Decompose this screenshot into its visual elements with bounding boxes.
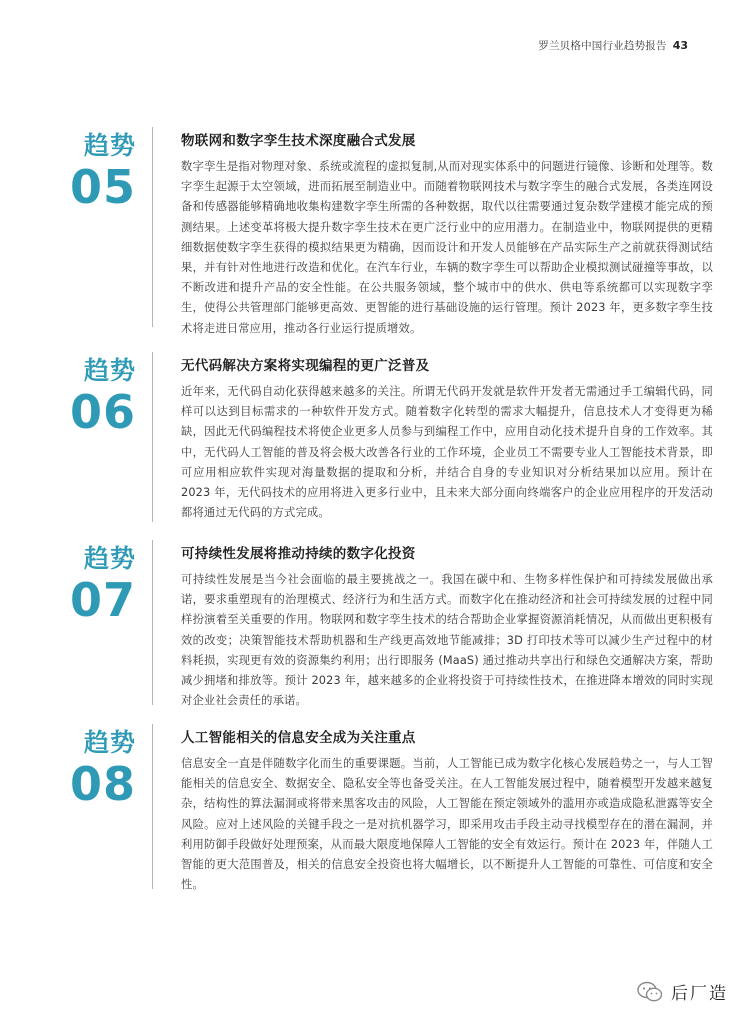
trend-label bbox=[0, 352, 152, 523]
trend-label bbox=[0, 127, 152, 339]
trend-body: 信息安全一直是伴随数字化而生的重要课题。当前，人工智能已成为数字化核心发展趋势之一，与人工智能相关的信息安全、数据安全、隐私安全等也备受关注。在人工智能发展过程中，随着模型开发越来越复杂，结构性的算法漏洞或将带来黑客攻击的风险，人工智能在预定领域外的滥用亦或造成隐私泄露等安全风险。应对上述风险的关键手段之一是对抗机器学习，即采用攻击手段主动寻找模型存在的潜在漏洞，并利用防御手段做好处理预案，从而最大限度地保障人工智能的安全有效运行。预计在 2023 年，伴随人工智能的更大范围普及，相关的信息安全投资也将大幅增长，以不断提升人工智能的可靠性、可信度和安全性。 bbox=[181, 757, 713, 892]
page-number: 43 bbox=[672, 39, 688, 52]
trend-05 bbox=[0, 127, 750, 339]
trend-title: 物联网和数字孪生技术深度融合式发展 bbox=[181, 133, 416, 149]
report-title: 罗兰贝格中国行业趋势报告 bbox=[538, 40, 667, 52]
trend-content bbox=[153, 127, 713, 339]
watermark bbox=[637, 979, 728, 1004]
trend-number: 05 bbox=[69, 160, 136, 214]
trend-number: 08 bbox=[69, 757, 136, 811]
wechat-icon bbox=[637, 981, 663, 1003]
trend-word: 趋势 bbox=[83, 356, 136, 385]
trend-body: 近年来，无代码自动化获得越来越多的关注。所谓无代码开发就是软件开发者无需通过手工编辑代码，同样可以达到目标需求的一种软件开发方式。随着数字化转型的需求大幅提升，信息技术人才变得更为稀缺，因此无代码编程技术将使企业更多人员参与到编程工作中，应用自动化技术提升自身的工作效率。其中，无代码人工智能的普及将会极大改善各行业的工作环境，企业员工不需要专业人工智能技术背景，即可应用相应软件实现对海量数据的提取和分析，并结合自身的专业知识对分析结果加以应用。预计在 2023 年，无代码技术的应用将进入更多行业中，且未来大部分面向终端客户的企业应用程序的开发活动都将通过无代码的方式完成。 bbox=[181, 385, 713, 520]
trend-title: 可持续性发展将推动持续的数字化投资 bbox=[181, 546, 416, 562]
trend-number: 07 bbox=[69, 573, 136, 627]
watermark-text: 后厂造 bbox=[671, 984, 728, 1004]
trend-word: 趋势 bbox=[83, 544, 136, 573]
trend-title: 无代码解决方案将实现编程的更广泛普及 bbox=[181, 358, 430, 374]
trend-label bbox=[0, 540, 152, 711]
trend-content bbox=[153, 352, 713, 523]
trend-word: 趋势 bbox=[83, 131, 136, 160]
trend-content bbox=[153, 724, 713, 895]
trend-body: 可持续性发展是当今社会面临的最主要挑战之一。我国在碳中和、生物多样性保护和可持续发展做出承诺，要求重塑现有的治理模式、经济行为和生活方式。而数字化在推动经济和社会可持续发展的过程中同样扮演着至关重要的作用。物联网和数字孪生技术的结合帮助企业掌握资源消耗情况，从而做出更积极有效的改变；决策智能技术帮助机器和生产线更高效地节能减排；3D 打印技术等可以减少生产过程中的材料耗损，实现更有效的资源集约利用；出行即服务 (MaaS) 通过推动共享出行和绿色交通解决方案，帮助减少拥堵和排放等。预计 2023 年，越来越多的企业将投资于可持续性技术，在推进降本增效的同时实现对企业社会责任的承诺。 bbox=[181, 573, 713, 708]
trend-08 bbox=[0, 724, 750, 895]
trend-06 bbox=[0, 352, 750, 523]
trend-title: 人工智能相关的信息安全成为关注重点 bbox=[181, 730, 416, 746]
trend-07 bbox=[0, 540, 750, 711]
trend-word: 趋势 bbox=[83, 728, 136, 757]
trend-label bbox=[0, 724, 152, 895]
trend-content bbox=[153, 540, 713, 711]
page-header bbox=[538, 38, 688, 53]
trend-body: 数字孪生是指对物理对象、系统或流程的虚拟复制,从而对现实体系中的问题进行镜像、诊断和处理等。数字孪生起源于太空领域，进而拓展至制造业中。而随着物联网技术与数字孪生的融合式发展，各类连网设备和传感器能够精确地收集构建数字孪生所需的各种数据，取代以往需要通过复杂数学建模才能完成的预测结果。上述变革将极大提升数字孪生技术在更广泛行业中的应用潜力。在制造业中，物联网提供的更精细数据使数字孪生获得的模拟结果更为精确，因而设计和开发人员能够在产品实际生产之前就获得测试结果，并有针对性地进行改造和优化。在汽车行业，车辆的数字孪生可以帮助企业模拟测试碰撞等事故，以不断改进和提升产品的安全性能。在公共服务领域，整个城市中的供水、供电等系统都可以实现数字孪生，使得公共管理部门能够更高效、更智能的进行基础设施的运行管理。预计 2023 年，更多数字孪生技术将走进日常应用，推动各行业运行提质增效。 bbox=[181, 160, 713, 335]
trend-number: 06 bbox=[69, 385, 136, 439]
